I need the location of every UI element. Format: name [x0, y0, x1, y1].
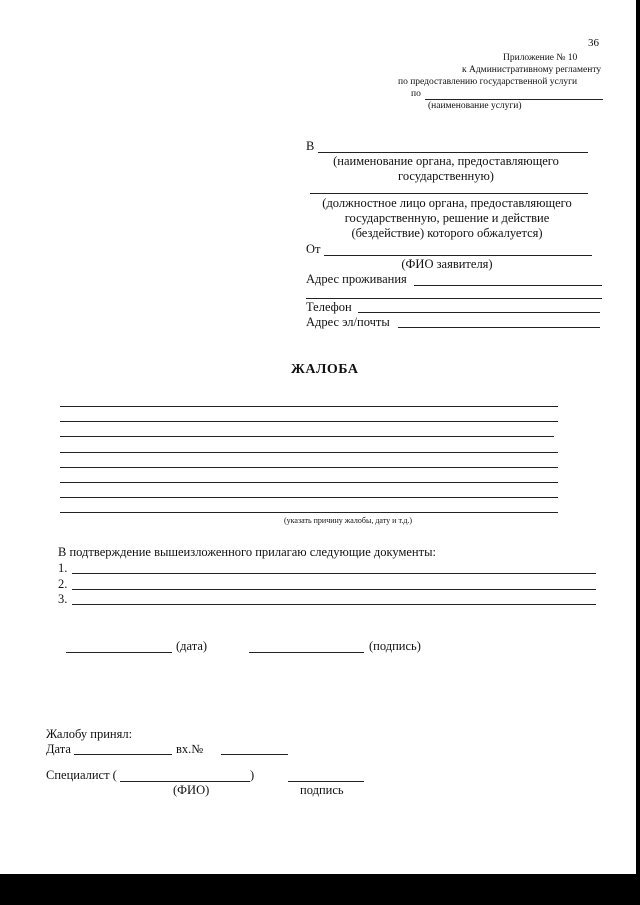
appendix-line-1: Приложение № 10	[503, 53, 578, 63]
appendix-line-2: к Административному регламенту	[462, 65, 602, 75]
acceptance-date-label: Дата	[46, 742, 71, 756]
attachment-item-1: 1.	[58, 561, 68, 575]
complaint-line	[60, 421, 558, 422]
fio-caption: (ФИО)	[173, 783, 210, 797]
attachments-intro: В подтверждение вышеизложенного прилагаю следующие документы:	[58, 545, 436, 559]
attachment-item-2: 2.	[58, 577, 68, 591]
scan-edge-right	[636, 0, 640, 874]
attachment-line-1	[72, 573, 596, 574]
email-label: Адрес эл/почты	[306, 315, 390, 329]
service-name-line	[425, 99, 603, 100]
complaint-line	[60, 512, 558, 513]
specialist-sign-line	[288, 781, 364, 782]
service-caption: (наименование услуги)	[428, 101, 522, 111]
specialist-close: )	[250, 768, 255, 782]
scan-edge-bottom	[0, 874, 640, 905]
appendix-line-4-prefix: по	[411, 89, 421, 99]
phone-label: Телефон	[306, 300, 352, 314]
complaint-caption: (указать причину жалобы, дату и т.д.)	[284, 516, 413, 525]
incoming-number-line	[221, 754, 288, 755]
specialist-label: Специалист (	[46, 768, 117, 782]
signature-caption: (подпись)	[369, 639, 421, 653]
address-label: Адрес проживания	[306, 272, 407, 286]
accepted-label: Жалобу принял:	[46, 727, 133, 741]
complaint-line	[60, 482, 558, 483]
organ-caption-1: (наименование органа, предоставляющего	[333, 154, 559, 168]
sign-caption: подпись	[300, 783, 344, 797]
complaint-line	[60, 452, 558, 453]
phone-line	[358, 312, 600, 313]
specialist-fio-line	[120, 781, 250, 782]
complaint-line	[60, 436, 554, 437]
acceptance-date-line	[74, 754, 172, 755]
official-caption-2: государственную, решение и действие	[344, 211, 550, 225]
date-line	[66, 652, 172, 653]
address-line-1	[414, 285, 602, 286]
attachment-item-3: 3.	[58, 592, 68, 606]
complaint-line	[60, 467, 558, 468]
organ-name-line	[318, 152, 588, 153]
email-line	[398, 327, 600, 328]
signature-line	[249, 652, 364, 653]
complaint-line	[60, 406, 558, 407]
address-line-2	[306, 298, 602, 299]
appendix-line-3: по предоставлению государственной услуги	[398, 77, 578, 87]
document-title: ЖАЛОБА	[291, 362, 359, 377]
from-prefix: От	[306, 242, 321, 256]
attachment-line-2	[72, 589, 596, 590]
applicant-name-line	[324, 255, 592, 256]
official-line	[310, 193, 588, 194]
complaint-line	[60, 497, 558, 498]
attachment-line-3	[72, 604, 596, 605]
page-number: 36	[588, 37, 599, 49]
date-caption: (дата)	[176, 639, 208, 653]
incoming-number-label: вх.№	[176, 742, 204, 756]
applicant-caption: (ФИО заявителя)	[401, 257, 493, 271]
to-prefix: В	[306, 139, 315, 153]
official-caption-1: (должностное лицо органа, предоставляющего	[322, 196, 572, 210]
organ-caption-2: государственную)	[398, 169, 494, 183]
official-caption-3: (бездействие) которого обжалуется)	[351, 226, 543, 240]
